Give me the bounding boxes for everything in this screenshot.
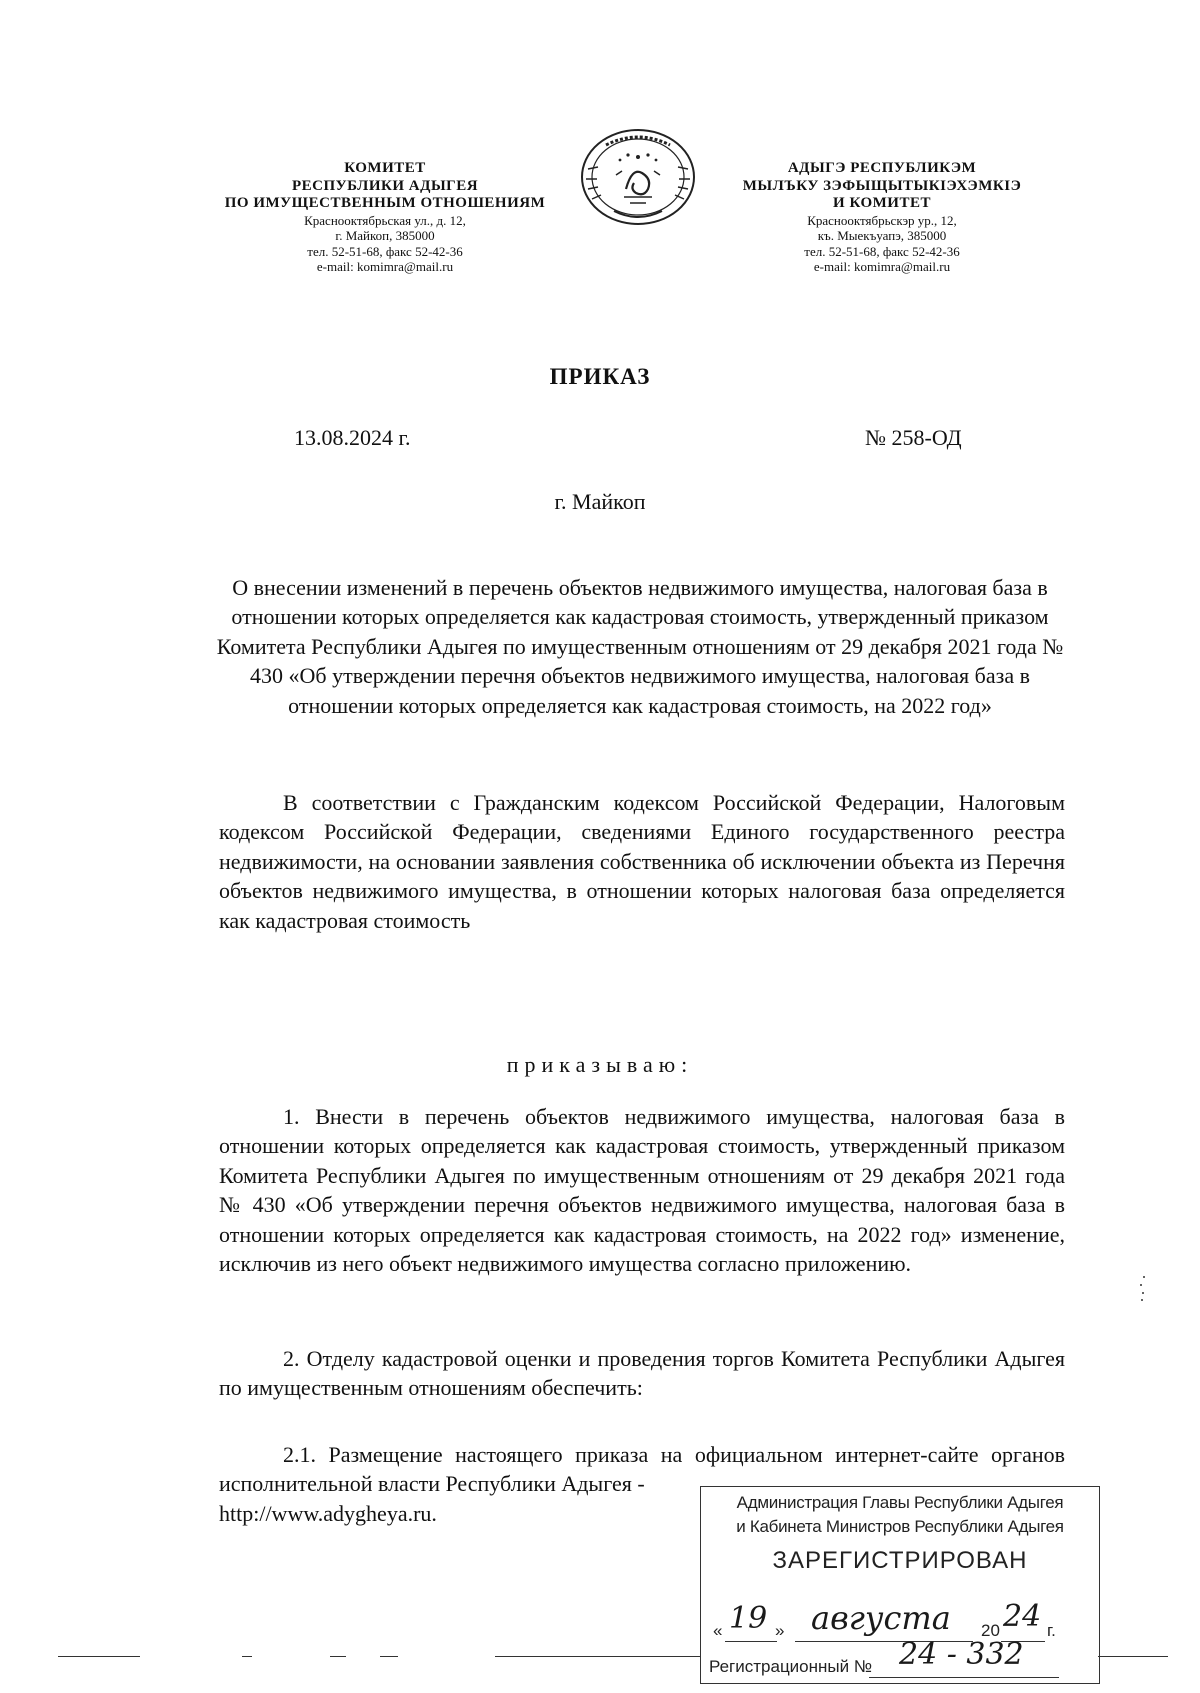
document-title: ПРИКАЗ xyxy=(549,364,651,389)
margin-dots xyxy=(1138,1275,1148,1303)
stamp-quote-open: « xyxy=(713,1621,723,1640)
header-left-address2: г. Майкоп, 385000 xyxy=(335,228,435,244)
stamp-registered: ЗАРЕГИСТРИРОВАН xyxy=(772,1547,1028,1574)
stamp-org-line1: Администрация Главы Республики Адыгея xyxy=(736,1493,1064,1512)
header-left-phone: тел. 52-51-68, факс 52-42-36 xyxy=(307,243,463,259)
scan-dash xyxy=(58,1656,140,1657)
header-left-email: e-mail: komimra@mail.ru xyxy=(316,259,454,275)
document-date: 13.08.2024 г. xyxy=(294,425,411,450)
stamp-year-suffix: 24 xyxy=(1003,1599,1042,1634)
scan-dash xyxy=(242,1656,252,1657)
stamp-reg-label: Регистрационный № xyxy=(709,1657,873,1676)
stamp-month: августа xyxy=(811,1599,951,1637)
stamp-number-row xyxy=(703,1637,1093,1681)
stamp-day-underline xyxy=(725,1641,777,1642)
item-2-1-url: http://www.adygheya.ru. xyxy=(219,1500,437,1526)
header-left-address1: Краснооктябрьская ул., д. 12, xyxy=(304,213,466,229)
registration-stamp xyxy=(700,1486,1100,1684)
header-left-line2: РЕСПУБЛИКИ АДЫГЕЯ xyxy=(291,177,479,194)
preamble-paragraph: В соответствии с Гражданским кодексом Российской Федерации, Налоговым кодексом Российской Федерации, сведениями Единого государственного реестра недвижимости, на основании заявления собственника об исключении объекта из Перечня объектов недвижимого имущества, в отношении которых налоговая база определяется как кадастровая стоимость xyxy=(219,790,1065,933)
document-number: № 258-ОД xyxy=(865,425,962,450)
stamp-org-line2: и Кабинета Министров Республики Адыгея xyxy=(736,1517,1064,1536)
header-right-address2: къ. Мыекъуапэ, 385000 xyxy=(817,228,947,244)
stamp-reg-number: 24 - 332 xyxy=(899,1637,1024,1672)
stamp-quote-close: » xyxy=(775,1621,785,1640)
header-left xyxy=(210,160,560,274)
scan-dash xyxy=(1098,1656,1168,1657)
header-right-line3: И КОМИТЕТ xyxy=(833,195,931,212)
header-right-email: e-mail: komimra@mail.ru xyxy=(813,259,951,275)
stamp-year-prefix: 20 xyxy=(981,1621,1000,1640)
item-2-paragraph: 2. Отделу кадастровой оценки и проведения торгов Комитета Республики Адыгея по имущественным отношениям обеспечить: xyxy=(219,1346,1065,1401)
order-word: приказываю: xyxy=(506,1052,694,1077)
header-left-line1: КОМИТЕТ xyxy=(344,160,426,176)
header-right-line1: АДЫГЭ РЕСПУБЛИКЭМ xyxy=(787,160,977,176)
scan-dash xyxy=(380,1656,398,1657)
header-right-phone: тел. 52-51-68, факс 52-42-36 xyxy=(804,243,960,259)
header-left-line3: ПО ИМУЩЕСТВЕННЫМ ОТНОШЕНИЯМ xyxy=(224,195,546,212)
item-2-1-text: 2.1. Размещение настоящего приказа на официальном интернет-сайте органов исполнительной власти Республики Адыгея - xyxy=(219,1442,1065,1497)
stamp-year-unit: г. xyxy=(1047,1621,1056,1640)
document-subject: О внесении изменений в перечень объектов недвижимого имущества, налоговая база в отношении которых определяется как кадастровая стоимость, утвержденный приказом Комитета Республики Адыгея по имущественным отношениям от 29 декабря 2021 года № 430 «Об утверждении перечня объектов недвижимого имущества, налоговая база в отношении которых определяется как кадастровая стоимость, на 2022 год» xyxy=(216,575,1064,718)
stamp-reg-underline xyxy=(869,1677,1059,1678)
header-right-address1: Краснооктябрьскэр ур., 12, xyxy=(807,213,957,229)
coat-of-arms-icon xyxy=(576,127,700,227)
scan-dash xyxy=(330,1656,346,1657)
header-right xyxy=(712,160,1052,274)
document-city: г. Майкоп xyxy=(554,489,646,514)
header-right-line2: МЫЛЪКУ ЗЭФЫЩЫТЫКІЭХЭМКІЭ xyxy=(742,177,1022,194)
stamp-day: 19 xyxy=(729,1601,768,1636)
scan-dash xyxy=(495,1656,700,1657)
item-1-paragraph: 1. Внести в перечень объектов недвижимого имущества, налоговая база в отношении которых определяется как кадастровая стоимость, утвержденный приказом Комитета Республики Адыгея по имущественным отношениям от 29 декабря 2021 года № 430 «Об утверждении перечня объектов недвижимого имущества, налоговая база в отношении которых определяется как кадастровая стоимость, на 2022 год» изменение, исключив из него объект недвижимого имущества согласно приложению. xyxy=(219,1104,1065,1277)
